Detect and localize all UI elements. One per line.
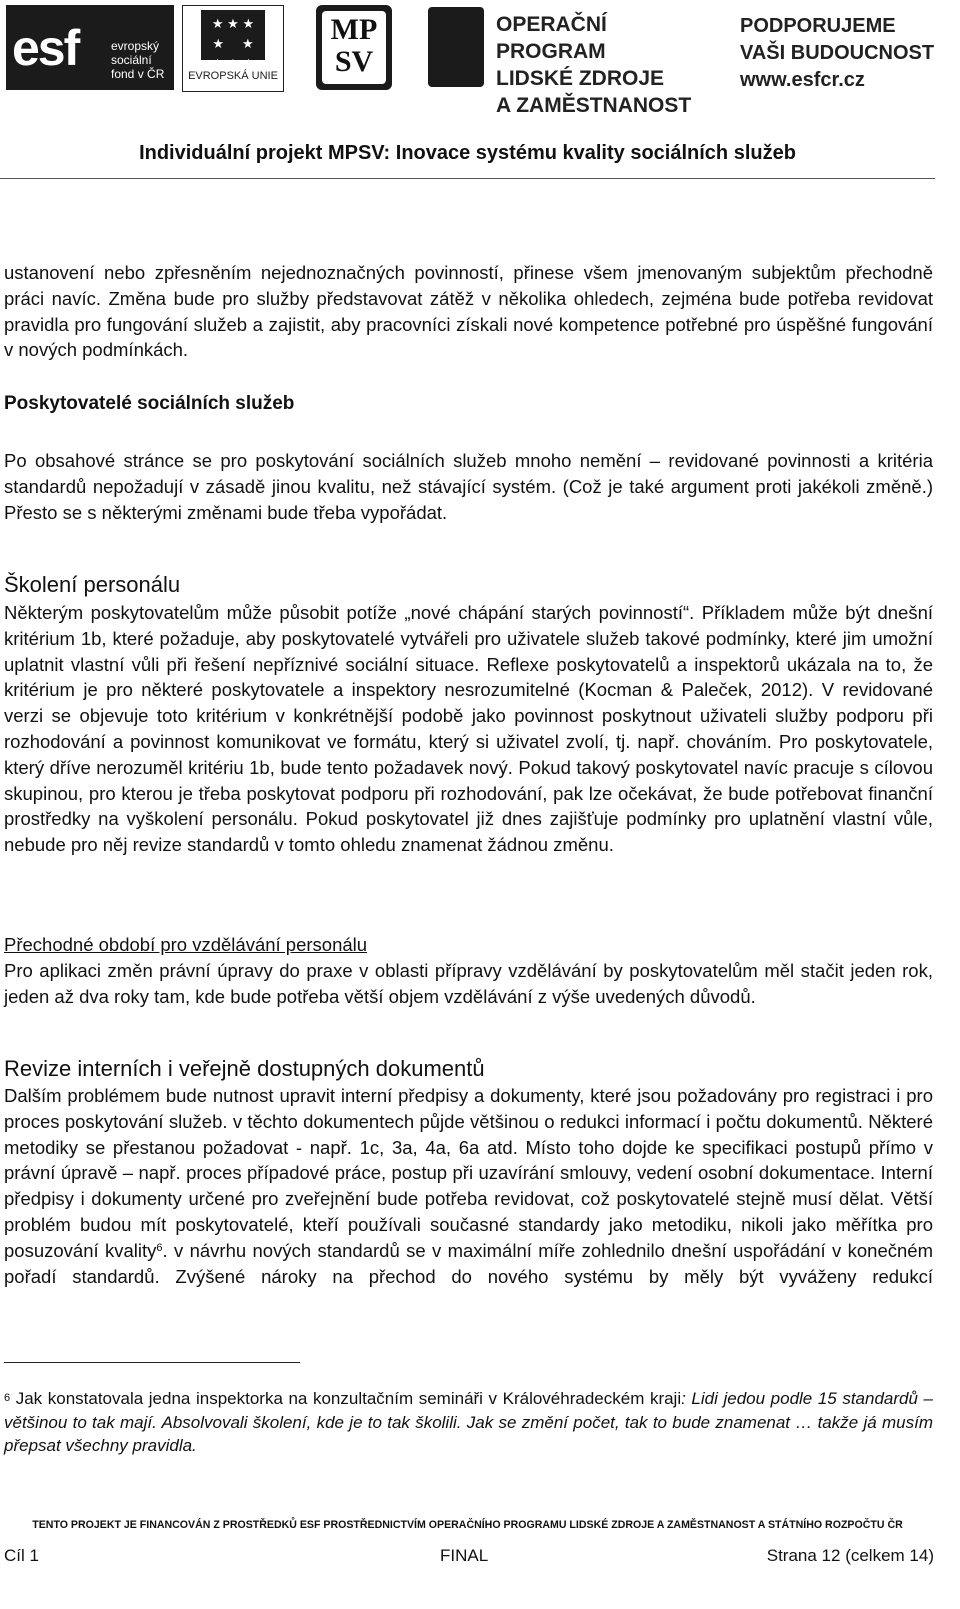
heading-poskytovatele: Poskytovatelé sociálních služeb	[4, 393, 295, 414]
intro-paragraph: ustanovení nebo zpřesněním nejednoznačných povinností, přinese všem jmenovaným subjektům přechodně práci navíc. Změna bude pro služby představovat zátěž v několika ohledech, zejména bude potřeba revidovat pravidla pro fungování služeb a zajistit, aby pracovníci získali nové kompetence potřebné pro úspěšné fungování v nových podmínkách.	[4, 262, 933, 361]
paragraph-revize: Dalším problémem bude nutnost upravit interní předpisy a dokumenty, které jsou požadovány pro registraci i pro proces poskytování služeb. v těchto dokumentech půjde většinou o redukci informací i počtu dokumentů. Některé metodiky se přestanou požadovat - např. 1c, 3a, 4a, 6a atd. Místo toho dojde ke specifikaci postupů přímo v právní úpravě – např. proces případové práce, postup při uzavírání smlouvy, vedení osobní dokumentace. Interní předpisy i dokumenty určené pro zveřejnění bude potřeba revidovat, což poskytovatelé stejně musí dělat. Větší problém budou mít poskytovatelé, kteří používali současné standardy jako metodiku, nikoli jako měřítka pro posuzování kvality$^6$. v návrhu nových standardů se v maximální míře zohlednilo dnešní uspořádání v konečném pořadí standardů. Zvýšené nároky na přechod do nového systému by měly být vyváženy redukcí	[4, 1085, 933, 1287]
heading-prechodne-obdobi: Přechodné období pro vzdělávání personálu	[4, 934, 368, 955]
mpsv-logo-bottom: SV	[334, 45, 374, 78]
funding-notice: TENTO PROJEKT JE FINANCOVÁN Z PROSTŘEDKŮ ESF PROSTŘEDNICTVÍM OPERAČNÍHO PROGRAMU LIDSKÉ ZDROJE A ZAMĚSTNANOST A STÁTNÍHO ROZPOČTU ČR	[32, 1519, 903, 1531]
heading-skoleni: Školení personálu	[4, 572, 181, 597]
footnote-number: 6	[4, 1392, 11, 1404]
mpsv-logo-top: MP	[330, 13, 378, 46]
heading-revize: Revize interních i veřejně dostupných dokumentů	[4, 1056, 485, 1081]
esf-logo-subtitle: evropský sociální fond v ČR	[111, 39, 165, 81]
footer-status: FINAL	[440, 1546, 489, 1565]
page-number: Strana 12 (celkem 14)	[766, 1546, 934, 1565]
paragraph-poskytovatele: Po obsahové stránce se pro poskytování sociálních služeb mnoho nemění – revidované povinnosti a kritéria standardů nepožadují v zásadě jinou kvalitu, než stávající systém. (Což je také argument proti jakékoli změně.) Přesto se s některými změnami bude třeba vypořádat.	[4, 450, 933, 523]
header-divider	[0, 178, 935, 179]
project-title: Individuální projekt MPSV: Inovace systému kvality sociálních služeb	[139, 142, 796, 164]
footnote-reference[interactable]: 6	[156, 1241, 163, 1254]
op-lzz-logo	[428, 5, 718, 117]
paragraph-skoleni: Některým poskytovatelům může působit potíže „nové chápání starých povinností“. Příkladem může být dnešní kritérium 1b, které požaduje, aby poskytovatelé vytvářeli pro uživatele služeb takové podmínky, které jim umožní uplatnit vlastní vůli při řešení nepříznivé sociální situace. Reflexe poskytovatelů a inspektorů ukázala na to, že kritérium je pro některé poskytovatele a inspektory nesrozumitelné (Kocman & Paleček, 2012). V revidované verzi se objevuje toto kritérium v konkrétnější podobě jako povinnost poskytnout uživateli služby podporu při rozhodování a povinnost komunikovat ve formátu, který si uživatel zvolí, tj. např. chováním. Pro poskytovatele, který dříve nerozuměl kritériu 1b, bude tento požadavek nový. Pokud takový poskytovatel navíc pracuje s cílovou skupinou, pro kterou je třeba poskytovat podporu při rozhodování, pak lze očekávat, že bude potřebovat finanční prostředky na vyškolení personálu. Pokud poskytovatel již dnes zajišťuje podmínky pro uplatnění vlastní vůle, nebude pro něj revize standardů v tomto ohledu znamenat žádnou změnu.	[4, 602, 933, 856]
puzzle-icon	[428, 7, 484, 87]
eu-stars-icon: ★ ★ ★ ★ ★ ★ ★ ★	[211, 16, 255, 71]
mpsv-logo	[316, 5, 392, 90]
footer-goal: Cíl 1	[4, 1546, 39, 1565]
footnote: $^6$ Jak konstatovala jedna inspektorka na konzultačním semináři v Královéhradeckém kraji: Lidi jedou podle 15 standardů – většinou to tak mají. Absolvovali školení, kde je to tak školili. Jak se změní počet, tak to bude znamenat … takže já musím přepsat všechny pravidla.	[4, 1389, 933, 1455]
esf-logo-mark: esf	[12, 20, 79, 76]
eu-label: EVROPSKÁ UNIE	[188, 70, 278, 82]
podporujeme-logo	[740, 5, 955, 90]
op-lzz-text: OPERAČNÍ PROGRAM LIDSKÉ ZDROJE A ZAMĚSTNANOST	[496, 13, 692, 117]
footnote-divider	[4, 1362, 300, 1363]
podporujeme-text: PODPORUJEME VAŠI BUDOUCNOST www.esfcr.cz	[740, 15, 935, 91]
paragraph-prechodne-obdobi: Pro aplikaci změn právní úpravy do praxe v oblasti přípravy vzdělávání by poskytovatelům měl stačit jeden rok, jeden až dva roky tam, kde bude potřeba větší objem vzdělávání z výše uvedených důvodů.	[4, 960, 933, 1007]
esf-logo	[6, 5, 174, 90]
page-header	[0, 0, 960, 117]
eu-flag-logo	[182, 5, 284, 92]
